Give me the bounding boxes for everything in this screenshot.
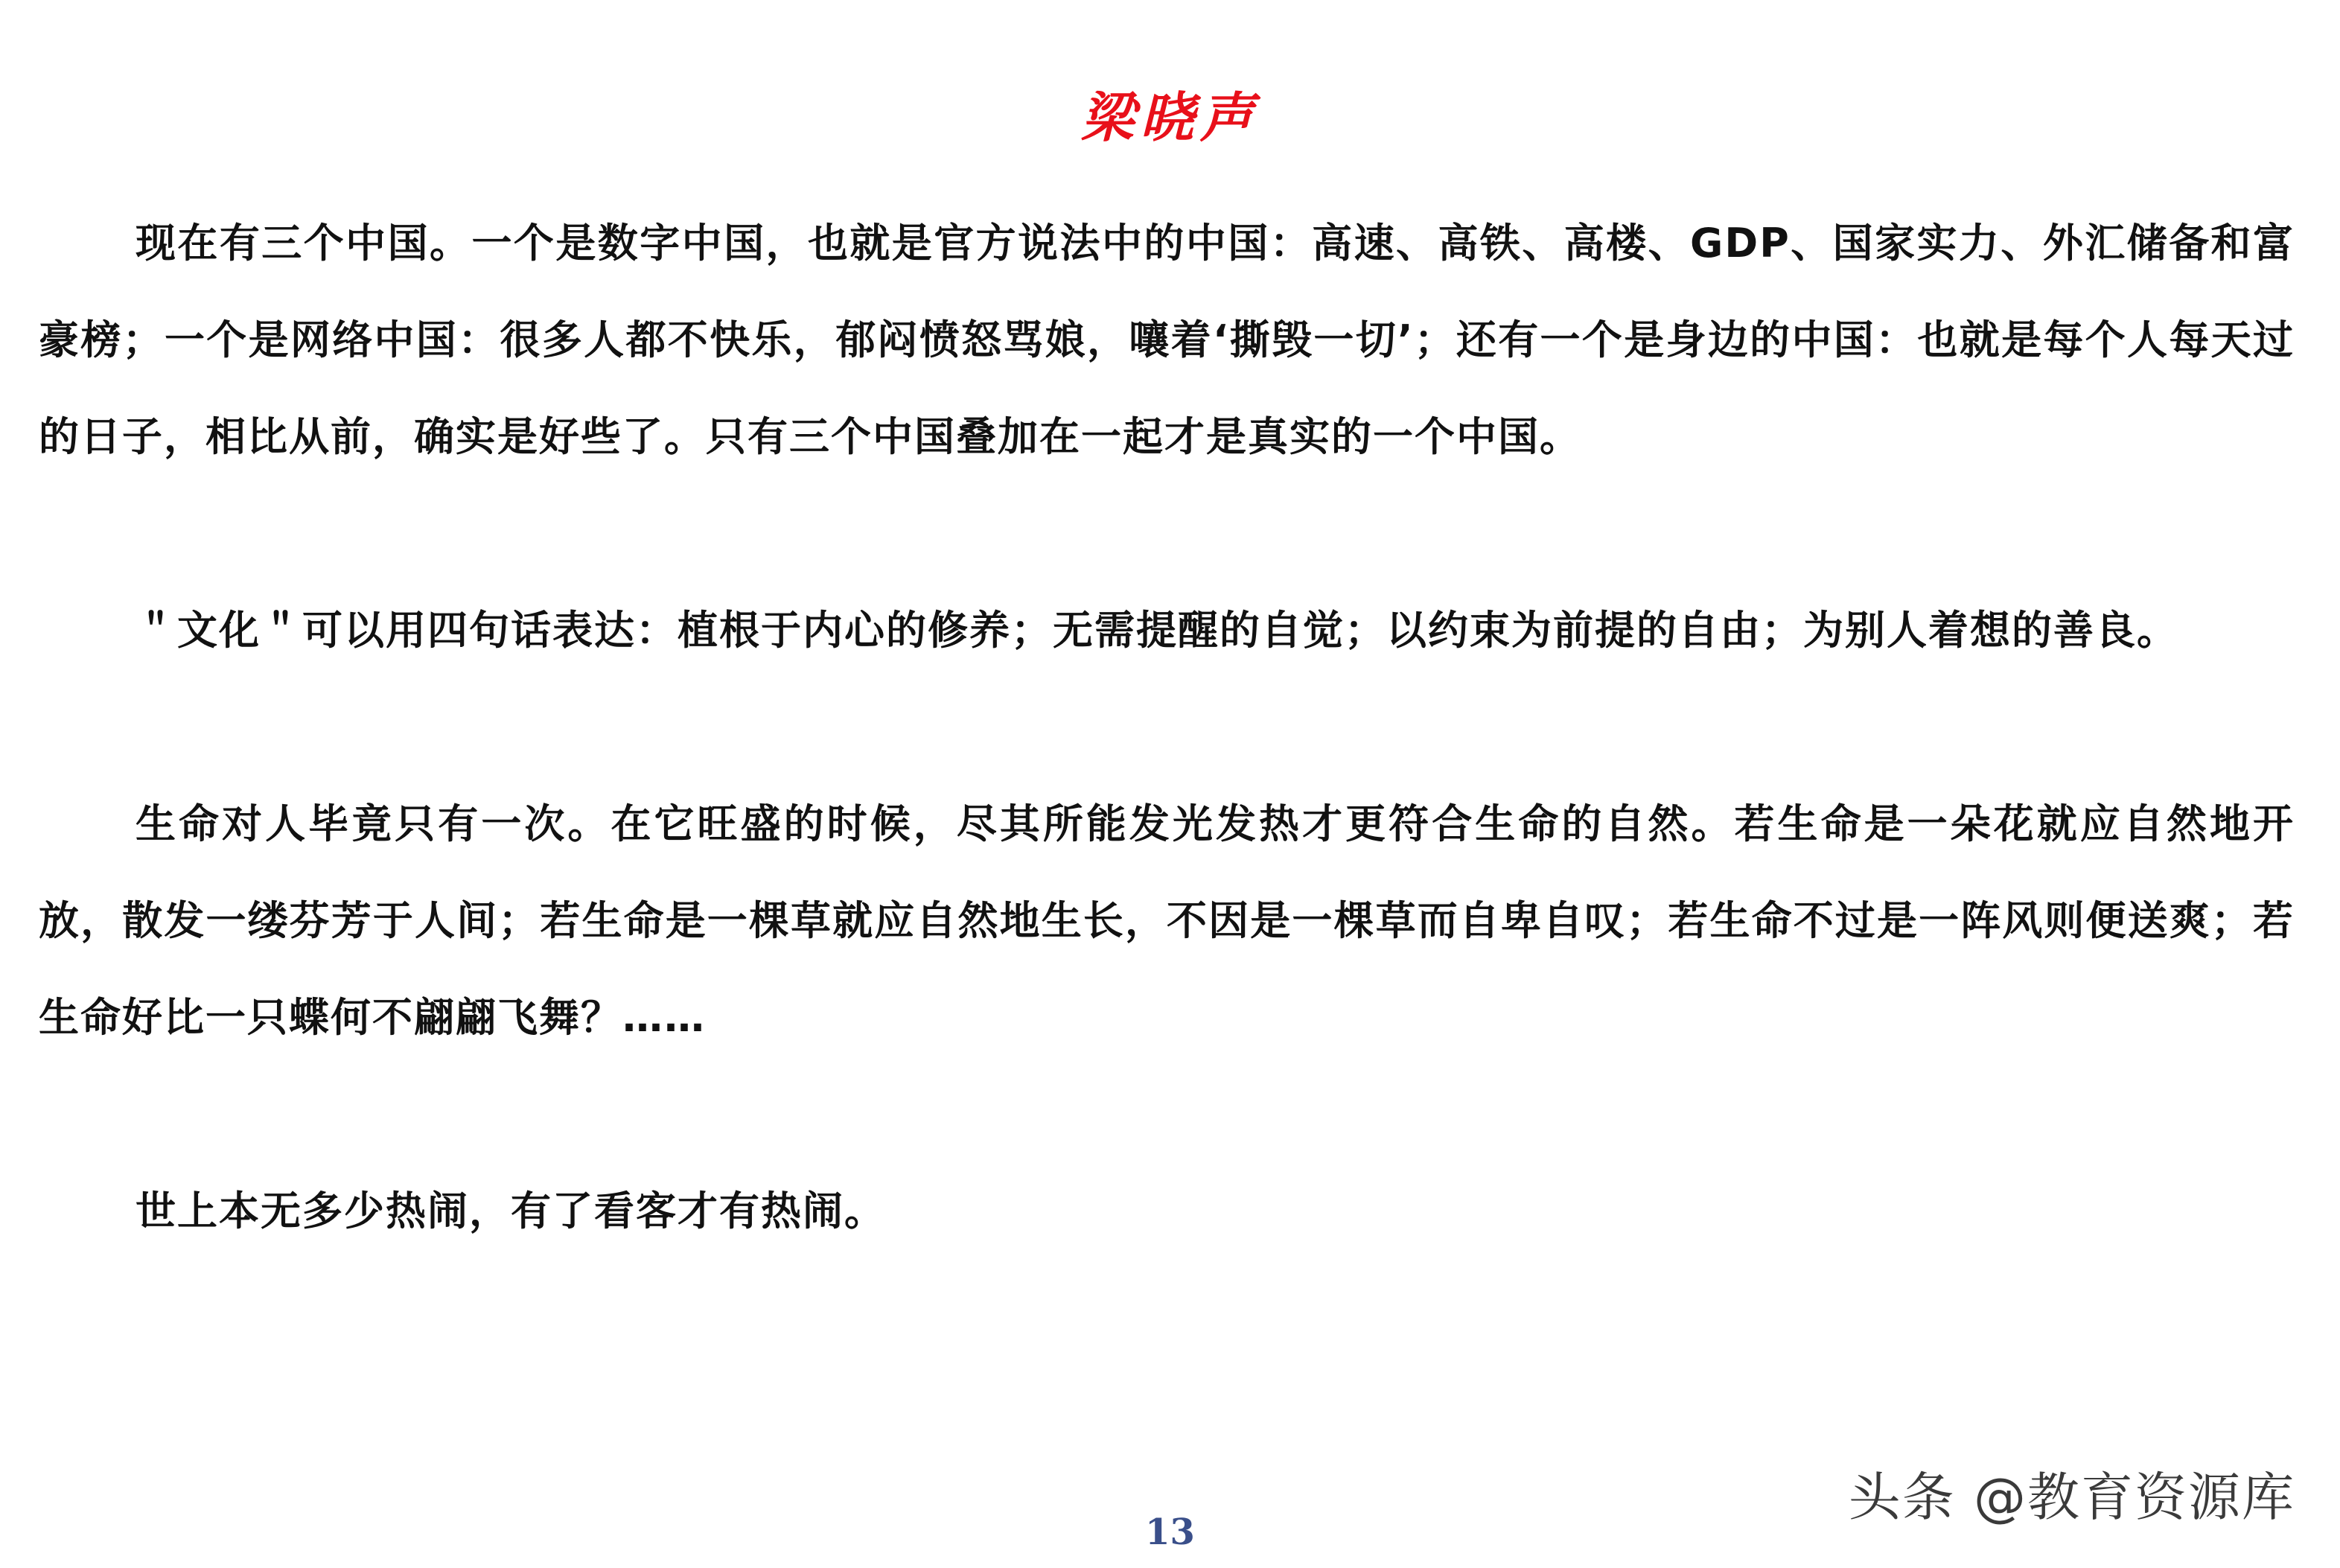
page-number: 13 — [1145, 1511, 1195, 1553]
paragraph-gap — [39, 485, 2295, 582]
watermark: 头条 @教育资源库 — [1848, 1467, 2295, 1528]
paragraph-three-chinas: 现在有三个中国。一个是数字中国，也就是官方说法中的中国：高速、高铁、高楼、GDP、国家实力、外汇储备和富豪榜；一个是网络中国：很多人都不快乐，郁闷愤怒骂娘，嚷着‘撕毁一切’；还有一个是身边的中国：也就是每个人每天过的日子，相比从前，确实是好些了。只有三个中国叠加在一起才是真实的一个中国。 — [39, 220, 2295, 460]
document-title: 梁晓声 — [1080, 86, 1260, 149]
paragraph-gap — [39, 679, 2295, 776]
paragraph-gap — [39, 1066, 2295, 1163]
document-body — [39, 195, 2295, 1260]
paragraph-culture: ＂文化＂可以用四句话表达：植根于内心的修养；无需提醒的自觉；以约束为前提的自由；为别人着想的善良。 — [136, 607, 2178, 654]
paragraph-bustle: 世上本无多少热闹，有了看客才有热闹。 — [136, 1188, 886, 1234]
paragraph-life: 生命对人毕竟只有一次。在它旺盛的时候，尽其所能发光发热才更符合生命的自然。若生命是一朵花就应自然地开放，散发一缕芬芳于人间；若生命是一棵草就应自然地生长，不因是一棵草而自卑自叹；若生命不过是一阵风则便送爽；若生命好比一只蝶何不翩翩飞舞？…… — [39, 800, 2295, 1041]
